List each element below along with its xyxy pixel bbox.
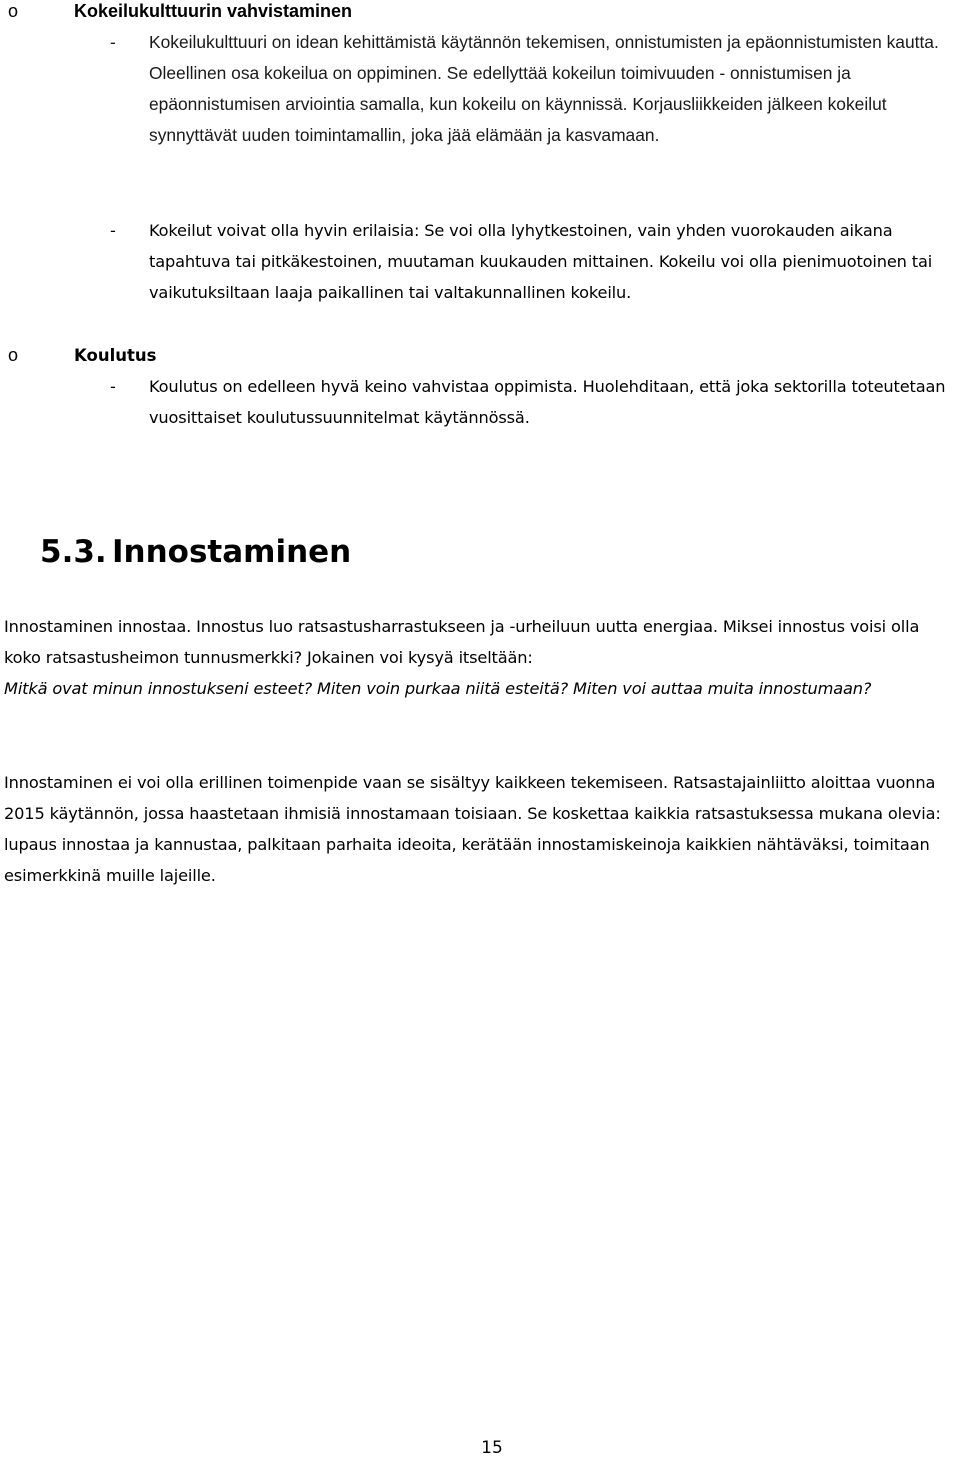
section-heading-kokeilukulttuuri <box>8 0 352 22</box>
bullet-marker: o <box>8 1 19 21</box>
dash-marker: - <box>110 32 116 52</box>
page-number: 15 <box>481 1438 503 1458</box>
chapter-title: Innostaminen <box>112 534 352 570</box>
section-heading-text: Kokeilukulttuurin vahvistaminen <box>74 1 353 21</box>
bullet-marker: o <box>8 345 19 365</box>
dash-marker: - <box>110 221 116 240</box>
list-item <box>110 215 955 311</box>
list-item-text: Kokeilut voivat olla hyvin erilaisia: Se voi olla lyhytkestoinen, vain yhden vuorokauden aikana tapahtuva tai pitkäkestoinen, muutaman kuukauden mittainen. Kokeilu voi olla pienimuotoinen tai vaikutuksiltaan laaja paikallinen tai valtakunnallinen kokeilu. <box>149 221 933 302</box>
dash-marker: - <box>110 377 116 396</box>
paragraph <box>4 611 958 704</box>
paragraph-text: Innostaminen ei voi olla erillinen toimenpide vaan se sisältyy kaikkeen tekemiseen. Ratsastajainliitto aloittaa vuonna 2015 käytännön, jossa haastetaan ihmisiä innostamaan toisiaan. Se koskettaa kaikkia ratsastuksessa mukana olevia: lupaus innostaa ja kannustaa, palkitaan parhaita ideoita, kerätään innostamiskeinoja kaikkien nähtäväksi, toimitaan esimerkkinä muille lajeille. <box>4 773 941 885</box>
section-heading-text: Koulutus <box>74 346 157 365</box>
list-item-text: Kokeilukulttuuri on idean kehittämistä käytännön tekemisen, onnistumisten ja epäonnistumisten kautta. Oleellinen osa kokeilua on oppiminen. Se edellyttää kokeilun toimivuuden - onnistumisen ja epäonnistumisen arviointia samalla, kun kokeilu on käynnissä. Korjausliikkeiden jälkeen kokeilut synnyttävät uuden toimintamallin, joka jää elämään ja kasvamaan. <box>149 32 939 145</box>
chapter-number: 5.3. <box>40 534 107 570</box>
section-heading-koulutus <box>8 344 156 367</box>
paragraph <box>4 767 958 891</box>
paragraph-italic-text: Mitkä ovat minun innostukseni esteet? Miten voin purkaa niitä esteitä? Miten voi auttaa muita innostumaan? <box>4 679 872 698</box>
list-item-text: Koulutus on edelleen hyvä keino vahvistaa oppimista. Huolehditaan, että joka sektorilla toteutetaan vuosittaiset koulutussuunnitelmat käytännössä. <box>149 377 946 427</box>
list-item <box>110 27 955 187</box>
paragraph-text: Innostaminen innostaa. Innostus luo ratsastusharrastukseen ja -urheiluun uutta energiaa. Miksei innostus voisi olla koko ratsastusheimon tunnusmerkki? Jokainen voi kysyä itseltään: <box>4 617 920 667</box>
list-item <box>110 371 955 435</box>
chapter-heading <box>40 532 351 572</box>
